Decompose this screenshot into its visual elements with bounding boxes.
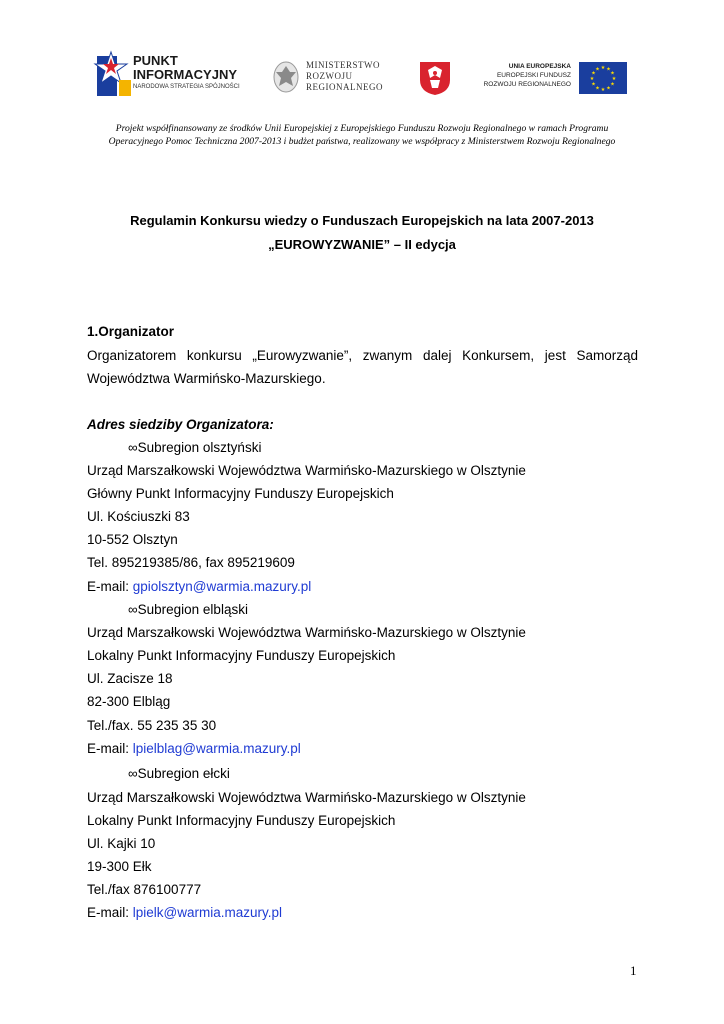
svg-text:★: ★: [591, 81, 596, 88]
punkt-logo-line2: INFORMACYJNY: [133, 67, 238, 82]
email-line: [87, 901, 282, 924]
svg-text:★: ★: [606, 85, 611, 92]
address-line: Urząd Marszałkowski Województwa Warmińsko-Mazurskiego w Olsztynie: [87, 790, 526, 805]
ue-line2: EUROPEJSKI FUNDUSZ: [496, 72, 571, 79]
address-line: Urząd Marszałkowski Województwa Warmińsko-Mazurskiego w Olsztynie: [87, 463, 526, 478]
svg-text:★: ★: [610, 70, 615, 77]
svg-text:★: ★: [595, 66, 600, 73]
svg-text:★: ★: [595, 85, 600, 92]
title-line1: Regulamin Konkursu wiedzy o Funduszach Europejskich na lata 2007-2013: [130, 213, 594, 228]
title-line2: „EUROWYZWANIE” – II edycja: [268, 237, 456, 252]
address-line: 82-300 Elbląg: [87, 694, 171, 709]
ue-line1: UNIA EUROPEJSKA: [508, 63, 571, 70]
email-label: E-mail:: [87, 579, 133, 594]
svg-text:★: ★: [591, 70, 596, 77]
funding-note-line2: Operacyjnego Pomoc Techniczna 2007-2013 i budżet państwa, realizowany we współpracy z Ministerstwem Rozwoju Regionalnego: [108, 136, 616, 147]
email-label: E-mail:: [87, 741, 133, 756]
email-label: E-mail:: [87, 905, 133, 920]
punkt-informacyjny-logo: [93, 48, 253, 104]
svg-text:★: ★: [600, 87, 606, 93]
section-heading-organizator: 1.Organizator: [87, 324, 175, 339]
email-line: [87, 575, 311, 598]
address-line: 10-552 Olsztyn: [87, 532, 178, 547]
svg-text:★: ★: [610, 81, 615, 88]
subregion-name: Subregion elbląski: [137, 602, 248, 617]
address-line: 19-300 Ełk: [87, 859, 152, 874]
svg-text:★: ★: [611, 76, 617, 82]
ministerstwo-line2: ROZWOJU: [306, 71, 353, 81]
address-heading: Adres siedziby Organizatora:: [87, 417, 274, 432]
email-link[interactable]: lpielk@warmia.mazury.pl: [132, 905, 283, 920]
ministerstwo-line1: MINISTERSTWO: [306, 60, 380, 70]
address-line: Lokalny Punkt Informacyjny Funduszy Europejskich: [87, 813, 396, 828]
subregion-olsztynski: [128, 436, 261, 459]
unia-europejska-logo: [479, 62, 627, 94]
email-link[interactable]: lpielblag@warmia.mazury.pl: [132, 741, 301, 756]
ministerstwo-logo: [272, 58, 402, 98]
subregion-elcki: [128, 762, 230, 785]
document-title: [60, 209, 664, 257]
coat-of-arms-icon: [418, 60, 452, 96]
address-line: Ul. Kościuszki 83: [87, 509, 190, 524]
punkt-logo-line1: PUNKT: [133, 53, 178, 68]
organizer-paragraph-line2: Województwa Warmińsko-Mazurskiego.: [87, 371, 326, 386]
address-line: Ul. Kajki 10: [87, 836, 156, 851]
bullet-icon: ∞: [128, 766, 138, 781]
organizer-paragraph-line1: Organizatorem konkursu „Eurowyzwanie”, zwanym dalej Konkursem, jest Samorząd: [87, 348, 638, 363]
subregion-name: Subregion olsztyński: [137, 440, 262, 455]
star-emblem-icon: [93, 50, 137, 100]
address-line: Ul. Zacisze 18: [87, 671, 173, 686]
eagle-emblem-icon: [272, 60, 300, 94]
bullet-icon: ∞: [128, 602, 138, 617]
page-number: 1: [630, 963, 637, 978]
svg-text:★: ★: [606, 66, 611, 73]
funding-note: [60, 122, 664, 148]
eu-flag-icon: [579, 62, 627, 94]
subregion-name: Subregion ełcki: [137, 766, 230, 781]
ue-line3: ROZWOJU REGIONALNEGO: [483, 81, 571, 88]
funding-note-line1: Projekt współfinansowany ze środków Unii Europejskiej z Europejskiego Funduszu Rozwoju Regionalnego w ramach Programu: [115, 123, 609, 134]
svg-text:★: ★: [600, 65, 606, 71]
address-line: Lokalny Punkt Informacyjny Funduszy Europejskich: [87, 648, 396, 663]
address-line: Urząd Marszałkowski Województwa Warmińsko-Mazurskiego w Olsztynie: [87, 625, 526, 640]
voivodeship-coat-of-arms: [418, 60, 452, 96]
svg-text:★: ★: [589, 76, 595, 82]
email-line: [87, 737, 301, 760]
subregion-elblaski: [128, 598, 248, 621]
address-line: Tel. 895219385/86, fax 895219609: [87, 555, 295, 570]
punkt-logo-line3: NARODOWA STRATEGIA SPÓJNOŚCI: [133, 84, 240, 90]
ministerstwo-line3: REGIONALNEGO: [306, 82, 383, 92]
address-line: Tel./fax. 55 235 35 30: [87, 718, 217, 733]
address-line: Główny Punkt Informacyjny Funduszy Europejskich: [87, 486, 394, 501]
bullet-icon: ∞: [128, 440, 138, 455]
email-link[interactable]: gpiolsztyn@warmia.mazury.pl: [132, 579, 312, 594]
address-line: Tel./fax 876100777: [87, 882, 202, 897]
